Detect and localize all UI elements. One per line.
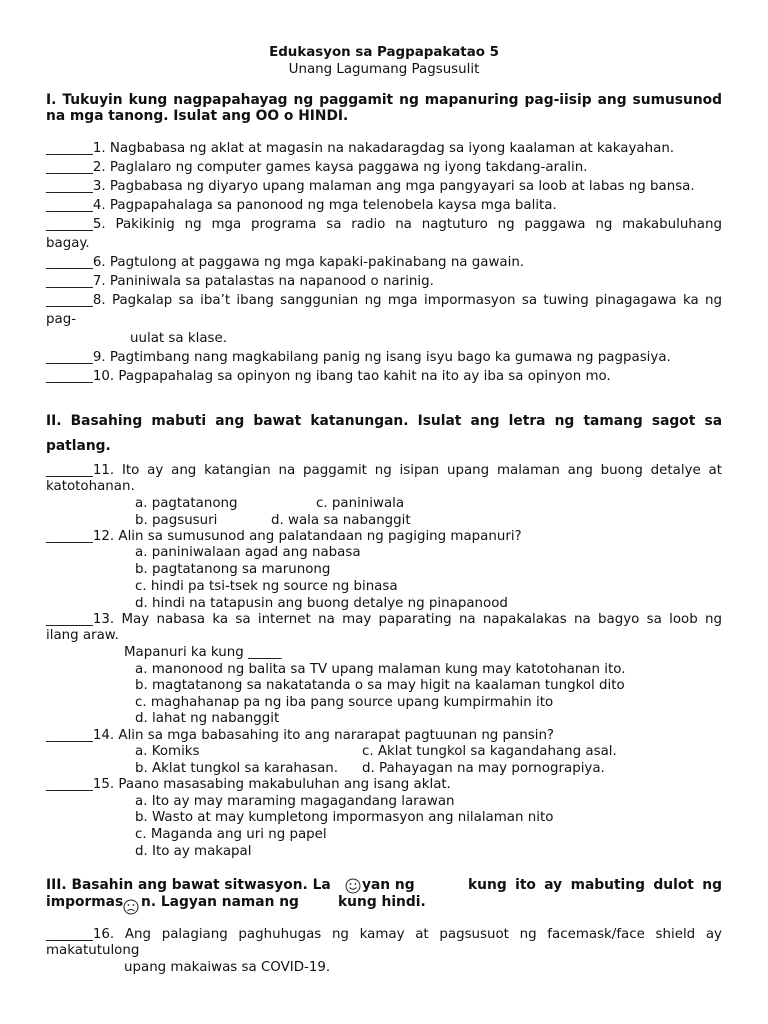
section1-instruction-line1: I. Tukuyin kung nagpapahayag ng paggamit ng mapanuring pag-iisip ang sumusunod bbox=[46, 92, 722, 108]
sad-face-icon bbox=[123, 899, 139, 915]
question-12: _______12. Alin sa sumusunod ang palatandaan ng pagiging mapanuri? bbox=[46, 529, 522, 544]
section3-instruction-line2-part3: kung hindi. bbox=[338, 894, 426, 910]
q13-option-d: d. lahat ng nabanggit bbox=[135, 711, 280, 726]
section2-instruction-line2: patlang. bbox=[46, 438, 111, 454]
question-14: _______14. Alin sa mga babasahing ito ang nararapat pagtuunan ng pansin? bbox=[46, 728, 555, 743]
section3-instruction-line1-part1: III. Basahin ang bawat sitwasyon. La bbox=[46, 877, 331, 893]
item-3: _______3. Pagbabasa ng diyaryo upang malaman ang mga pangyayari sa loob at labas ng bansa. bbox=[46, 179, 695, 194]
q15-option-d: d. Ito ay makapal bbox=[135, 844, 252, 859]
section3-instruction-line2-part2: n. Lagyan naman ng bbox=[141, 894, 299, 910]
q13-option-a: a. manonood ng balita sa TV upang malaman kung may katotohanan ito. bbox=[135, 662, 626, 677]
item-7: _______7. Paniniwala sa patalastas na napanood o narinig. bbox=[46, 274, 434, 289]
q11-option-c: c. paniniwala bbox=[316, 496, 405, 511]
q15-option-a: a. Ito ay may maraming magagandang larawan bbox=[135, 794, 455, 809]
question-11-continued: katotohanan. bbox=[46, 479, 135, 494]
question-13-continued: ilang araw. bbox=[46, 628, 119, 643]
q13-option-b: b. magtatanong sa nakatatanda o sa may higit na kaalaman tungkol dito bbox=[135, 678, 625, 693]
question-11: _______11. Ito ay ang katangian na paggamit ng isipan upang malaman ang buong detalye at bbox=[46, 463, 722, 478]
q12-option-c: c. hindi pa tsi-tsek ng source ng binasa bbox=[135, 579, 398, 594]
item-8-continued: pag- bbox=[46, 312, 77, 327]
section2-instruction-line1: II. Basahing mabuti ang bawat katanungan. Isulat ang letra ng tamang sagot sa bbox=[46, 413, 722, 429]
item-10: _______10. Pagpapahalag sa opinyon ng ibang tao kahit na ito ay iba sa opinyon mo. bbox=[46, 369, 611, 384]
question-16-continued: makatutulong bbox=[46, 943, 140, 958]
item-8: _______8. Pagkalap sa iba’t ibang sanggunian ng mga impormasyon sa tuwing pinagagawa ka ng bbox=[46, 293, 722, 308]
section3-instruction-line1-part2: yan ng bbox=[362, 877, 415, 893]
question-16: _______16. Ang palagiang paghuhugas ng kamay at pagsusuot ng facemask/face shield ay bbox=[46, 927, 722, 942]
q11-option-a: a. pagtatanong bbox=[135, 496, 238, 511]
q14-option-d: d. Pahayagan na may pornograpiya. bbox=[362, 761, 605, 776]
question-15: _______15. Paano masasabing makabuluhan ang isang aklat. bbox=[46, 777, 451, 792]
q14-option-b: b. Aklat tungkol sa karahasan. bbox=[135, 761, 339, 776]
document-subtitle: Unang Lagumang Pagsusulit bbox=[288, 62, 480, 77]
q11-option-d: d. wala sa nabanggit bbox=[271, 513, 411, 528]
q12-option-a: a. paniniwalaan agad ang nabasa bbox=[135, 545, 361, 560]
question-16-continued-2: upang makaiwas sa COVID-19. bbox=[124, 960, 331, 975]
item-1: _______1. Nagbabasa ng aklat at magasin na nakadaragdag sa iyong kaalaman at kakayahan. bbox=[46, 141, 675, 156]
section3-instruction-line1-part3: kung ito ay mabuting dulot ng bbox=[468, 877, 722, 893]
q12-option-d: d. hindi na tatapusin ang buong detalye ng pinapanood bbox=[135, 596, 508, 611]
question-13: _______13. May nabasa ka sa internet na may paparating na napakalakas na bagyo sa loob ng bbox=[46, 612, 722, 627]
item-5: _______5. Pakikinig ng mga programa sa radio na nagtuturo ng paggawa ng makabuluhang bbox=[46, 217, 722, 232]
q14-option-a: a. Komiks bbox=[135, 744, 200, 759]
smiley-face-icon bbox=[345, 878, 361, 894]
q14-option-c: c. Aklat tungkol sa kagandahang asal. bbox=[362, 744, 617, 759]
item-8-continued-2: uulat sa klase. bbox=[130, 331, 227, 346]
item-5-continued: bagay. bbox=[46, 236, 90, 251]
q12-option-b: b. pagtatanong sa marunong bbox=[135, 562, 331, 577]
q13-option-c: c. maghahanap pa ng iba pang source upang kumpirmahin ito bbox=[135, 695, 554, 710]
item-2: _______2. Paglalaro ng computer games kaysa paggawa ng iyong takdang-aralin. bbox=[46, 160, 588, 175]
q15-option-b: b. Wasto at may kumpletong impormasyon ang nilalaman nito bbox=[135, 810, 554, 825]
q11-option-b: b. pagsusuri bbox=[135, 513, 218, 528]
document-title: Edukasyon sa Pagpapakatao 5 bbox=[269, 45, 499, 60]
item-6: _______6. Pagtulong at paggawa ng mga kapaki-pakinabang na gawain. bbox=[46, 255, 525, 270]
item-4: _______4. Pagpapahalaga sa panonood ng mga telenobela kaysa mga balita. bbox=[46, 198, 557, 213]
section3-instruction-line2-part1: impormas bbox=[46, 894, 124, 910]
item-9: _______9. Pagtimbang nang magkabilang panig ng isang isyu bago ka gumawa ng pagpasiya. bbox=[46, 350, 671, 365]
q15-option-c: c. Maganda ang uri ng papel bbox=[135, 827, 327, 842]
question-13-prompt: Mapanuri ka kung _____ bbox=[124, 645, 282, 660]
section1-instruction-line2: na mga tanong. Isulat ang OO o HINDI. bbox=[46, 108, 349, 124]
